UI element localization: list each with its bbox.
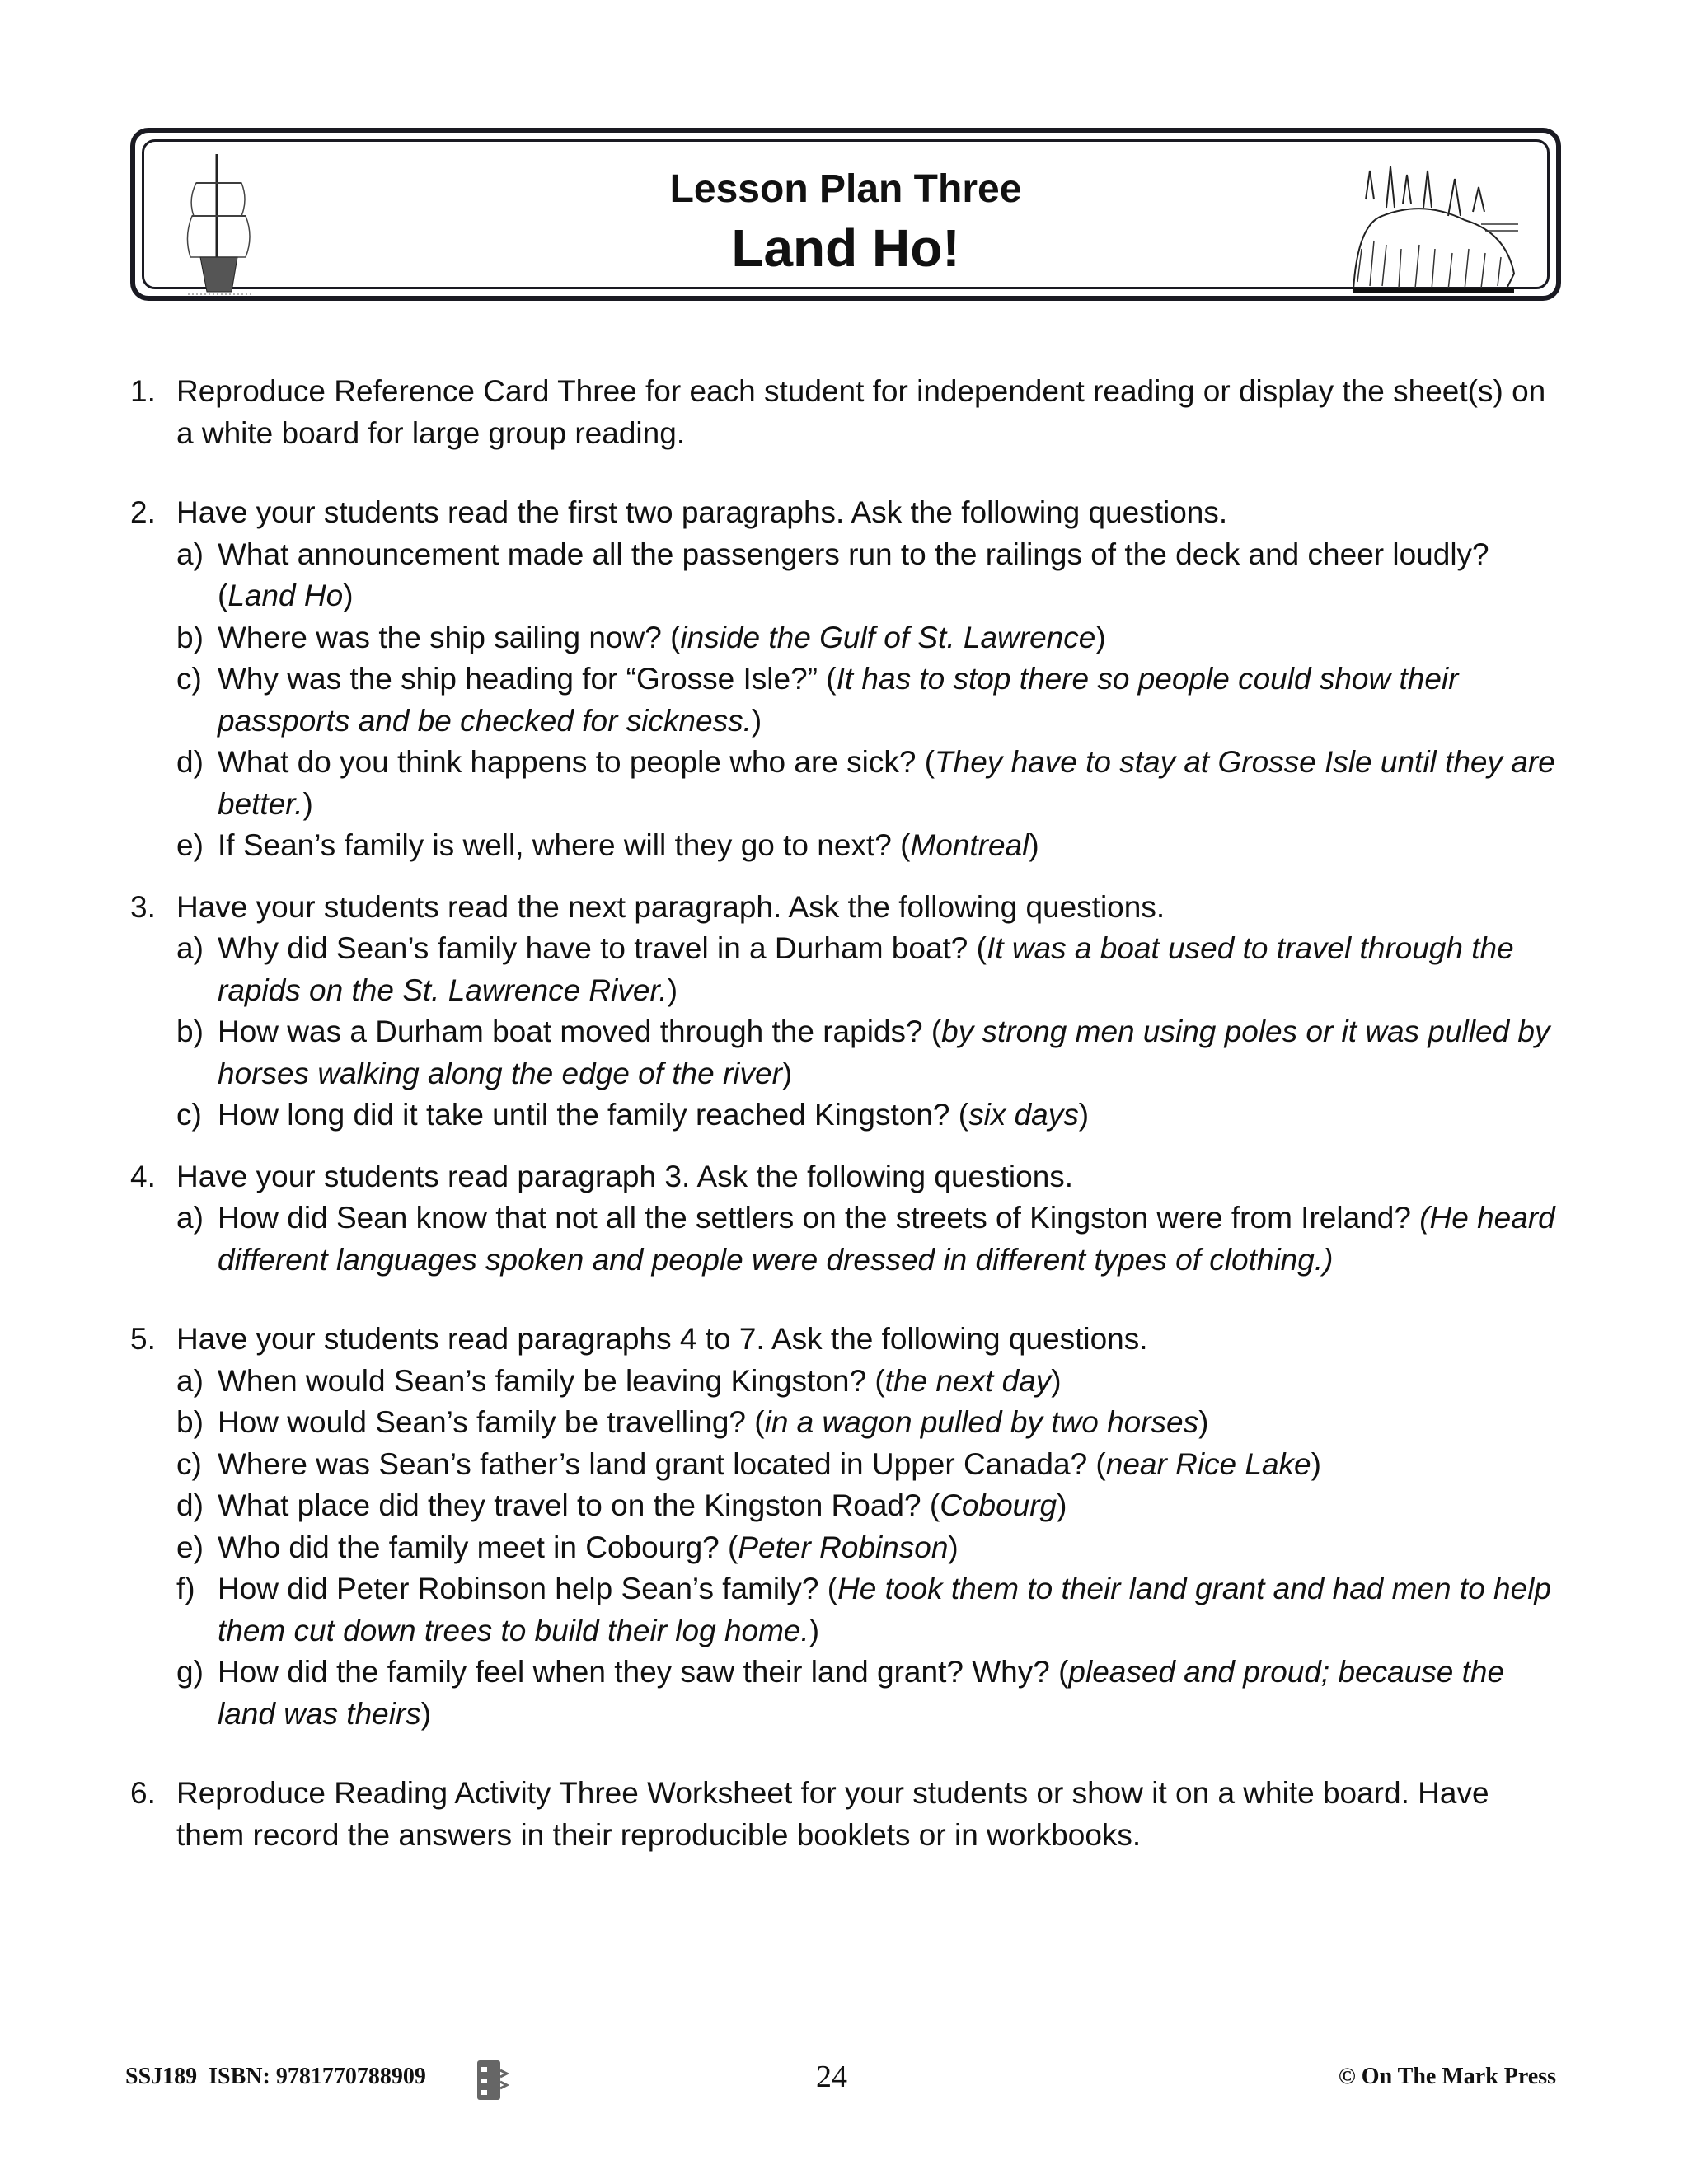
footer-isbn: SSJ189 ISBN: 9781770788909 [125,2064,426,2089]
step-text: Have your students read the next paragraph. Ask the following questions. [176,889,1165,924]
question-letter: d) [176,745,204,779]
question-letter: g) [176,1655,204,1689]
question [130,1197,1564,1281]
answer-text: Cobourg [940,1488,1057,1522]
question-letter: c) [176,1098,202,1132]
step-number: 5. [130,1322,156,1356]
answer-close: ) [948,1530,959,1564]
question [130,658,1564,742]
answer-close: ) [1198,1405,1209,1439]
answer-close: ) [1095,620,1106,654]
step-number: 4. [130,1159,156,1193]
question-text: How long did it take until the family reached Kingston? ( [218,1098,969,1132]
answer-text: pleased and proud; because the land was theirs [218,1655,1505,1731]
answer-close: ) [781,1056,793,1090]
answer-text: They have to stay at Grosse Isle until they are better. [218,745,1555,821]
page-number: 24 [816,2060,847,2094]
question [130,742,1564,825]
answer-text: by strong men using poles or it was pulled by horses walking along the edge of the river [218,1015,1550,1090]
question [130,617,1564,659]
lesson-steps [130,371,1564,1856]
step-number: 1. [130,374,156,408]
step-text: Have your students read paragraph 3. Ask the following questions. [176,1159,1074,1193]
question-text: If Sean’s family is well, where will they go to next? ( [218,828,911,862]
question-letter: c) [176,1446,202,1481]
answer-text: Peter Robinson [738,1530,949,1564]
answer-text: He took them to their land grant and had men to help them cut down trees to build their log home. [218,1572,1552,1647]
question-letter: b) [176,1015,204,1048]
question-letter: a) [176,931,204,965]
question [130,825,1564,867]
step-number: 2. [130,495,156,529]
question-text: Where was Sean’s father’s land grant located in Upper Canada? ( [218,1446,1106,1481]
answer-text: (He heard different languages spoken and people were dressed in different types of clothing.) [218,1201,1555,1277]
step-2 [130,492,1564,534]
question-letter: e) [176,1530,204,1564]
answer-text: the next day [884,1363,1052,1398]
question-letter: b) [176,620,204,654]
answer-close: ) [1311,1446,1321,1481]
question-letter: c) [176,662,202,696]
question-letter: f) [176,1572,195,1605]
question-text: How would Sean’s family be travelling? ( [218,1405,765,1439]
question [130,1094,1564,1137]
answer-close: ) [809,1613,820,1647]
answer-text: It has to stop there so people could show their passports and be checked for sickness. [218,662,1459,738]
header-inner-border [142,139,1550,289]
question [130,1444,1564,1486]
question-text: How did the family feel when they saw their land grant? Why? ( [218,1655,1069,1689]
question-text: What do you think happens to people who are sick? ( [218,745,935,779]
lesson-subtitle: Lesson Plan Three [669,167,1022,211]
step-text: Reproduce Reference Card Three for each student for independent reading or display the sheet(s) on a white board for large group reading. [176,374,1546,450]
answer-close: ) [1057,1488,1067,1522]
answer-close: ) [1051,1363,1062,1398]
question [130,928,1564,1011]
step-text: Have your students read the first two paragraphs. Ask the following questions. [176,495,1228,529]
answer-text: in a wagon pulled by two horses [764,1405,1199,1439]
answer-close: ) [420,1696,432,1731]
question [130,1402,1564,1444]
answer-text: inside the Gulf of St. Lawrence [680,620,1096,654]
answer-close: ) [1029,828,1039,862]
question-letter: a) [176,537,204,571]
step-4 [130,1156,1564,1198]
question-text: Why did Sean’s family have to travel in a Durham boat? ( [218,931,987,965]
question-text: What place did they travel to on the Kingston Road? ( [218,1488,940,1522]
lesson-title: Land Ho! [731,218,960,278]
step-number: 3. [130,889,156,924]
question [130,1361,1564,1403]
filing-cabinet-icon [476,2059,509,2102]
step-text: Have your students read paragraphs 4 to 7. Ask the following questions. [176,1322,1148,1356]
answer-text: near Rice Lake [1105,1446,1311,1481]
question-text: How did Peter Robinson help Sean’s family? ( [218,1572,838,1605]
question-text: Who did the family meet in Cobourg? ( [218,1530,738,1564]
question-text: What announcement made all the passengers run to the railings of the deck and cheer loudly? ( [218,537,1489,612]
answer-close: ) [751,703,762,738]
question [130,1485,1564,1527]
question [130,1652,1564,1735]
answer-text: Land Ho [227,579,344,612]
answer-close: ) [1078,1098,1090,1132]
question-text: Why was the ship heading for “Grosse Isle?” ( [218,662,837,696]
step-text: Reproduce Reading Activity Three Worksheet for your students or show it on a white board. Have them record the answers in their reproducible booklets or in workbooks. [176,1776,1489,1852]
question-letter: a) [176,1363,204,1398]
lake-shore-trees-icon [1349,166,1522,298]
lesson-header [130,128,1561,301]
question-text: When would Sean’s family be leaving Kingston? ( [218,1363,885,1398]
step-number: 6. [130,1776,156,1810]
question [130,1568,1564,1652]
answer-close: ) [667,972,678,1007]
question-letter: d) [176,1488,204,1522]
question-letter: e) [176,828,204,862]
question-text: Where was the ship sailing now? ( [218,620,681,654]
step-1 [130,371,1564,454]
answer-text: six days [968,1098,1079,1132]
copyright: © On The Mark Press [1338,2064,1556,2089]
step-5 [130,1319,1564,1361]
answer-text: It was a boat used to travel through the rapids on the St. Lawrence River. [218,931,1514,1007]
question-text: How did Sean know that not all the settlers on the streets of Kingston were from Ireland? [218,1201,1420,1235]
question [130,534,1564,617]
question-text: How was a Durham boat moved through the rapids? ( [218,1015,942,1048]
answer-close: ) [343,579,354,612]
question [130,1011,1564,1094]
answer-text: Montreal [910,828,1029,862]
answer-close: ) [302,786,313,821]
step-6 [130,1773,1564,1856]
question [130,1527,1564,1569]
question-letter: a) [176,1201,204,1235]
step-3 [130,887,1564,929]
question-letter: b) [176,1405,204,1439]
